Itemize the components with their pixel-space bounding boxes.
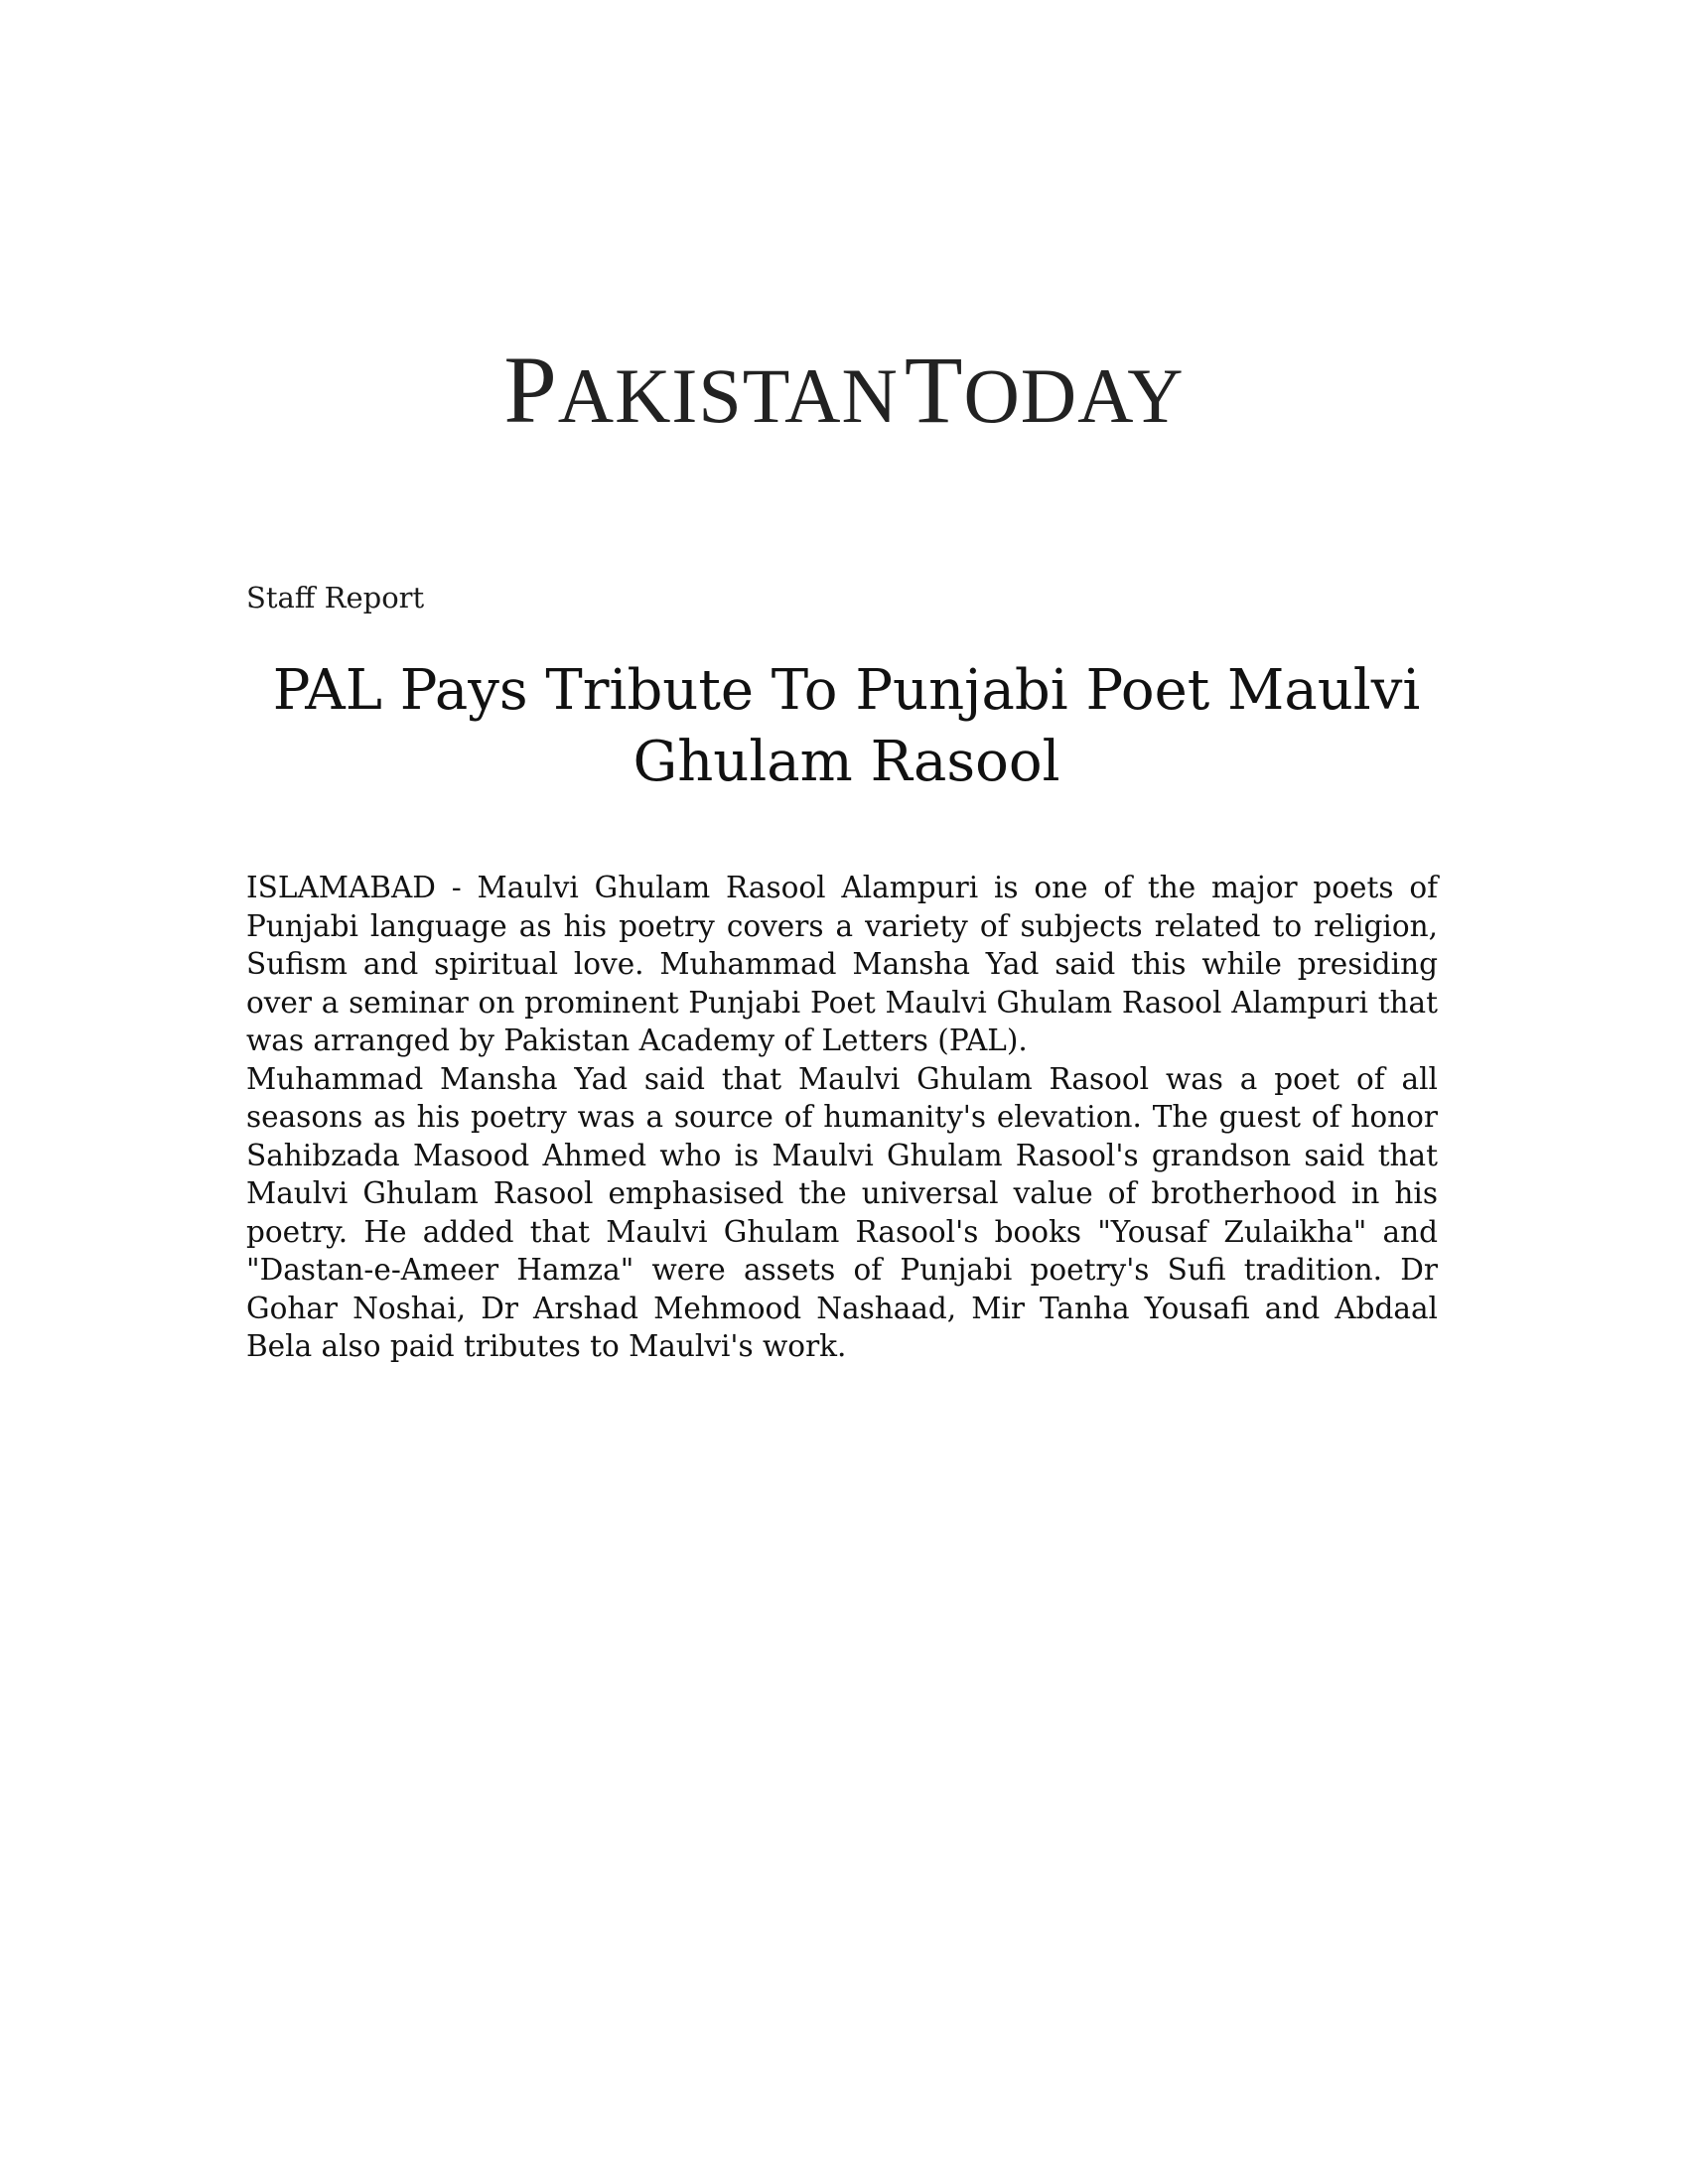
logo-initial-p: P	[503, 337, 558, 443]
article-headline: PAL Pays Tribute To Punjabi Poet Maulvi Ghulam Rasool	[272, 658, 1421, 794]
article-body	[246, 869, 1438, 1366]
logo-word-akistan: AKISTAN	[557, 352, 899, 439]
byline: Staff Report	[246, 581, 425, 614]
logo-initial-t: T	[904, 337, 964, 443]
logo-word-oday: ODAY	[963, 352, 1185, 439]
newspaper-logo	[0, 337, 1688, 443]
article-paragraph: ISLAMABAD - Maulvi Ghulam Rasool Alampuri is one of the major poets of Punjabi language as his poetry covers a variety of subjects related to religion, Sufism and spiritual love. Muhammad Mansha Yad said this while presiding over a seminar on prominent Punjabi Poet Maulvi Ghulam Rasool Alampuri that was arranged by Pakistan Academy of Letters (PAL).	[246, 871, 1438, 1057]
article-paragraph: Muhammad Mansha Yad said that Maulvi Ghulam Rasool was a poet of all seasons as his poetry was a source of humanity's elevation. The guest of honor Sahibzada Masood Ahmed who is Maulvi Ghulam Rasool's grandson said that Maulvi Ghulam Rasool emphasised the universal value of brotherhood in his poetry. He added that Maulvi Ghulam Rasool's books "Yousaf Zulaikha" and "Dastan-e-Ameer Hamza" were assets of Punjabi poetry's Sufi tradition. Dr Gohar Noshai, Dr Arshad Mehmood Nashaad, Mir Tanha Yousafi and Abdaal Bela also paid tributes to Maulvi's work.	[246, 1061, 1438, 1363]
